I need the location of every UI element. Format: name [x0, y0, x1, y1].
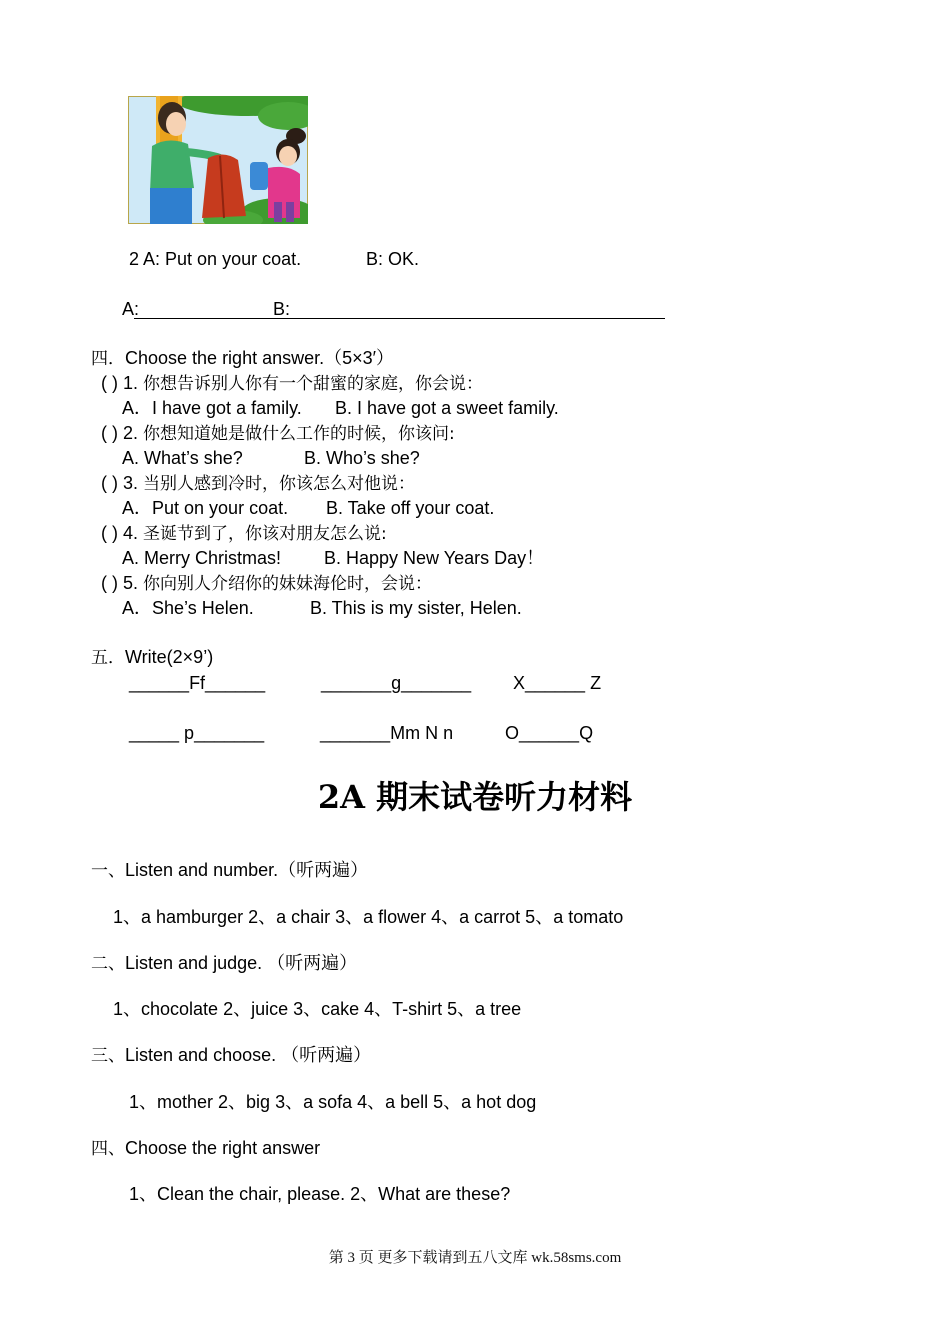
write-blank-mm[interactable]: _______Mm N n [320, 723, 454, 743]
question-2-bracket[interactable]: ( ) 2. [101, 423, 139, 443]
section5-heading [91, 646, 213, 668]
listening-section-4-number: 四、 [91, 1139, 125, 1159]
question-5-option-b: B. This is my sister, Helen. [310, 598, 522, 618]
section4-number: 四． [91, 349, 125, 369]
question-4-text: 圣诞节到了，你该对朋友怎么说: [143, 524, 387, 544]
answer-underline[interactable] [134, 318, 665, 319]
listening-section-3-items: 1、mother 2、big 3、a sofa 4、a bell 5、a hot dog [129, 1092, 537, 1112]
question-5-option-a: A．She’s Helen. [122, 598, 254, 618]
question-4-option-a: A. Merry Christmas! [122, 548, 282, 568]
question-1-option-b: B. I have got a sweet family. [335, 398, 559, 418]
write-blank-g[interactable]: _______g_______ [321, 673, 472, 693]
section5-title: Write(2×9’) [125, 647, 214, 667]
question-2-text: 你想知道她是做什么工作的时候，你该问: [143, 424, 455, 444]
question-4-prompt [101, 522, 387, 544]
question-2-prompt [101, 422, 455, 444]
listening-section-3-heading [91, 1044, 371, 1066]
listening-section-1-items: 1、a hamburger 2、a chair 3、a flower 4、a carrot 5、a tomato [113, 907, 624, 927]
listening-section-2-number: 二、 [91, 954, 125, 974]
question-3-prompt [101, 472, 415, 494]
listening-section-2-items: 1、chocolate 2、juice 3、cake 4、T-shirt 5、a tree [113, 999, 522, 1019]
mother-daughter-coat-picture [128, 96, 308, 224]
section5-number: 五． [91, 648, 125, 668]
question-3-bracket[interactable]: ( ) 3. [101, 473, 139, 493]
listening-section-1-number: 一、 [91, 861, 125, 881]
listening-section-1-title: Listen and number.（听两遍） [125, 860, 369, 880]
question-4-bracket[interactable]: ( ) 4. [101, 523, 139, 543]
illustration-icon [128, 96, 308, 224]
listening-title: 2A 期末试卷听力材料 [317, 778, 633, 816]
question-1-prompt [101, 372, 483, 394]
page-footer: 第 3 页 更多下载请到五八文库 wk.58sms.com [328, 1250, 622, 1266]
section4-heading [91, 347, 394, 369]
question-5-bracket[interactable]: ( ) 5. [101, 573, 139, 593]
answer-label-b: B: [273, 299, 291, 319]
question-3-text: 当别人感到冷时，你该怎么对他说： [143, 474, 416, 494]
listening-section-3-number: 三、 [91, 1046, 125, 1066]
listening-section-1-heading [91, 859, 368, 881]
write-blank-xz[interactable]: X______ Z [513, 673, 602, 693]
question-2-option-a: A. What’s she? [122, 448, 243, 468]
write-blank-oq[interactable]: O______Q [505, 723, 594, 743]
question-5-text: 你向别人介绍你的妹妹海伦时，会说： [143, 574, 433, 594]
write-blank-ff[interactable]: ______Ff______ [129, 673, 266, 693]
dialog-line-2: 2 A: Put on your coat. [129, 249, 302, 269]
question-3-option-b: B. Take off your coat. [326, 498, 495, 518]
question-1-text: 你想告诉别人你有一个甜蜜的家庭，你会说： [143, 374, 484, 394]
section4-title: Choose the right answer.（5×3′） [125, 348, 395, 368]
question-1-option-a: A．I have got a family. [122, 398, 302, 418]
listening-section-4-heading [91, 1137, 320, 1159]
listening-section-2-heading [91, 952, 357, 974]
answer-label-a: A: [122, 299, 140, 319]
question-3-option-a: A．Put on your coat. [122, 498, 289, 518]
question-2-option-b: B. Who’s she? [304, 448, 420, 468]
listening-section-4-items: 1、Clean the chair, please. 2、What are these? [129, 1184, 511, 1204]
question-5-prompt [101, 572, 432, 594]
write-blank-p[interactable]: _____ p_______ [129, 723, 265, 743]
listening-section-2-title: Listen and judge. （听两遍） [125, 953, 358, 973]
question-1-bracket[interactable]: ( ) 1. [101, 373, 139, 393]
question-4-option-b: B. Happy New Years Day！ [324, 548, 545, 568]
dialog-response-b: B: OK. [366, 249, 420, 269]
listening-section-3-title: Listen and choose. （听两遍） [125, 1045, 372, 1065]
listening-section-4-title: Choose the right answer [125, 1138, 321, 1158]
